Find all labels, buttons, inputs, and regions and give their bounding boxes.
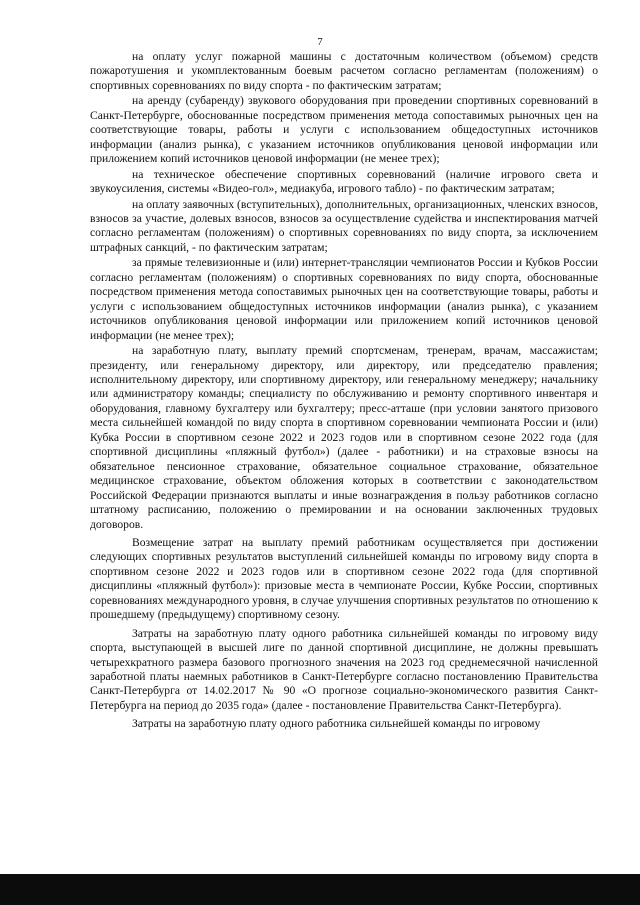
- paragraph-broadcasts: за прямые телевизионные и (или) интернет-трансляции чемпионатов России и Кубков России согласно регламентам (положениям) о спортивных соревнованиях по виду спорта, обоснованные посредством применения метода сопоставимых рыночных цен на соответствующие товары, работы и услуги с использованием общедоступных источников информации (анализ рынка), с указанием источников опубликования ценовой информации или приложением копий источников ценовой информации (не менее трех);: [90, 256, 598, 342]
- page-number: 7: [317, 36, 323, 48]
- paragraph-technical-support: на техническое обеспечение спортивных соревнований (наличие игрового света и звукоусиления, системы «Видео-гол», медиакуба, игрового табло) - по фактическим затратам;: [90, 167, 598, 196]
- paragraph-salary-limit: Затраты на заработную плату одного работника сильнейшей команды по игровому виду спорта, выступающей в высшей лиге по данной спортивной дисциплине, не должны превышать четырехкратного размера базового прогнозного значения на 2023 год среднемесячной начисленной заработной платы наемных работников в Санкт-Петербурге согласно постановлению Правительства Санкт-Петербурга от 14.02.2017 № 90 «О прогнозе социально-экономического развития Санкт-Петербурга на период до 2035 года» (далее - постановление Правительства Санкт-Петербурга).: [90, 626, 598, 712]
- paragraph-sound-equipment: на аренду (субаренду) звукового оборудования при проведении спортивных соревнований в Санкт-Петербурге, обоснованные посредством применения метода сопоставимых рыночных цен на соответствующие товары, работы и услуги с использованием общедоступных источников информации (анализ рынка), с указанием источников опубликования ценовой информации или приложением копий источников ценовой информации (не менее трех);: [90, 94, 598, 166]
- paragraph-salaries: на заработную плату, выплату премий спортсменам, тренерам, врачам, массажистам; президенту, или генеральному директору, или директору, или председателю правления; исполнительному директору, или спортивному директору, или генеральному менеджеру; начальнику или администратору команды; специалисту по обслуживанию и ремонту спортивного инвентаря и оборудования, главному бухгалтеру или бухгалтеру; пресс-атташе (при условии занятого призового места сильнейшей командой по виду спорта в спортивном соревновании чемпионата России и (или) Кубка России в спортивном сезоне 2022 и 2023 годов или в спортивном сезоне 2022 года (для спортивной дисциплины «пляжный футбол») (далее - работники) и на страховые взносы на обязательное пенсионное страхование, обязательное социальное страхование, обязательное медицинское страхование, объектом обложения которых в соответствии с законодательством Российской Федерации признаются выплаты и иные вознаграждения в пользу работников согласно штатному расписанию, положению о премировании и на основании заключенных трудовых договоров.: [90, 344, 598, 531]
- paragraph-fire-truck: на оплату услуг пожарной машины с достаточным количеством (объемом) средств пожаротушения и укомплектованным боевым расчетом согласно регламентам (положениям) о спортивных соревнованиях по виду спорта - по фактическим затратам;: [90, 50, 598, 92]
- paragraph-bonus-compensation: Возмещение затрат на выплату премий работникам осуществляется при достижении следующих спортивных результатов выступлений сильнейшей команды по игровому виду спорта в спортивном сезоне 2022 и 2023 годов или в спортивном сезоне 2022 года (для спортивной дисциплины «пляжный футбол»): призовые места в чемпионате России, Кубке России, спортивных соревнованиях международного уровня, в случае улучшения спортивных результатов по отношению к прошедшему (предыдущему) спортивному сезону.: [90, 535, 598, 622]
- scan-bottom-strip: [0, 874, 640, 905]
- paragraph-salary-continued: Затраты на заработную плату одного работника сильнейшей команды по игровому: [132, 717, 541, 731]
- document-body: [90, 50, 598, 733]
- paragraph-entry-fees: на оплату заявочных (вступительных), дополнительных, организационных, членских взносов, взносов за участие, долевых взносов, взносов за осуществление судейства и инспектирования матчей согласно регламентам (положениям) о спортивных соревнованиях по виду спорта, за исключением штрафных санкций, - по фактическим затратам;: [90, 197, 598, 254]
